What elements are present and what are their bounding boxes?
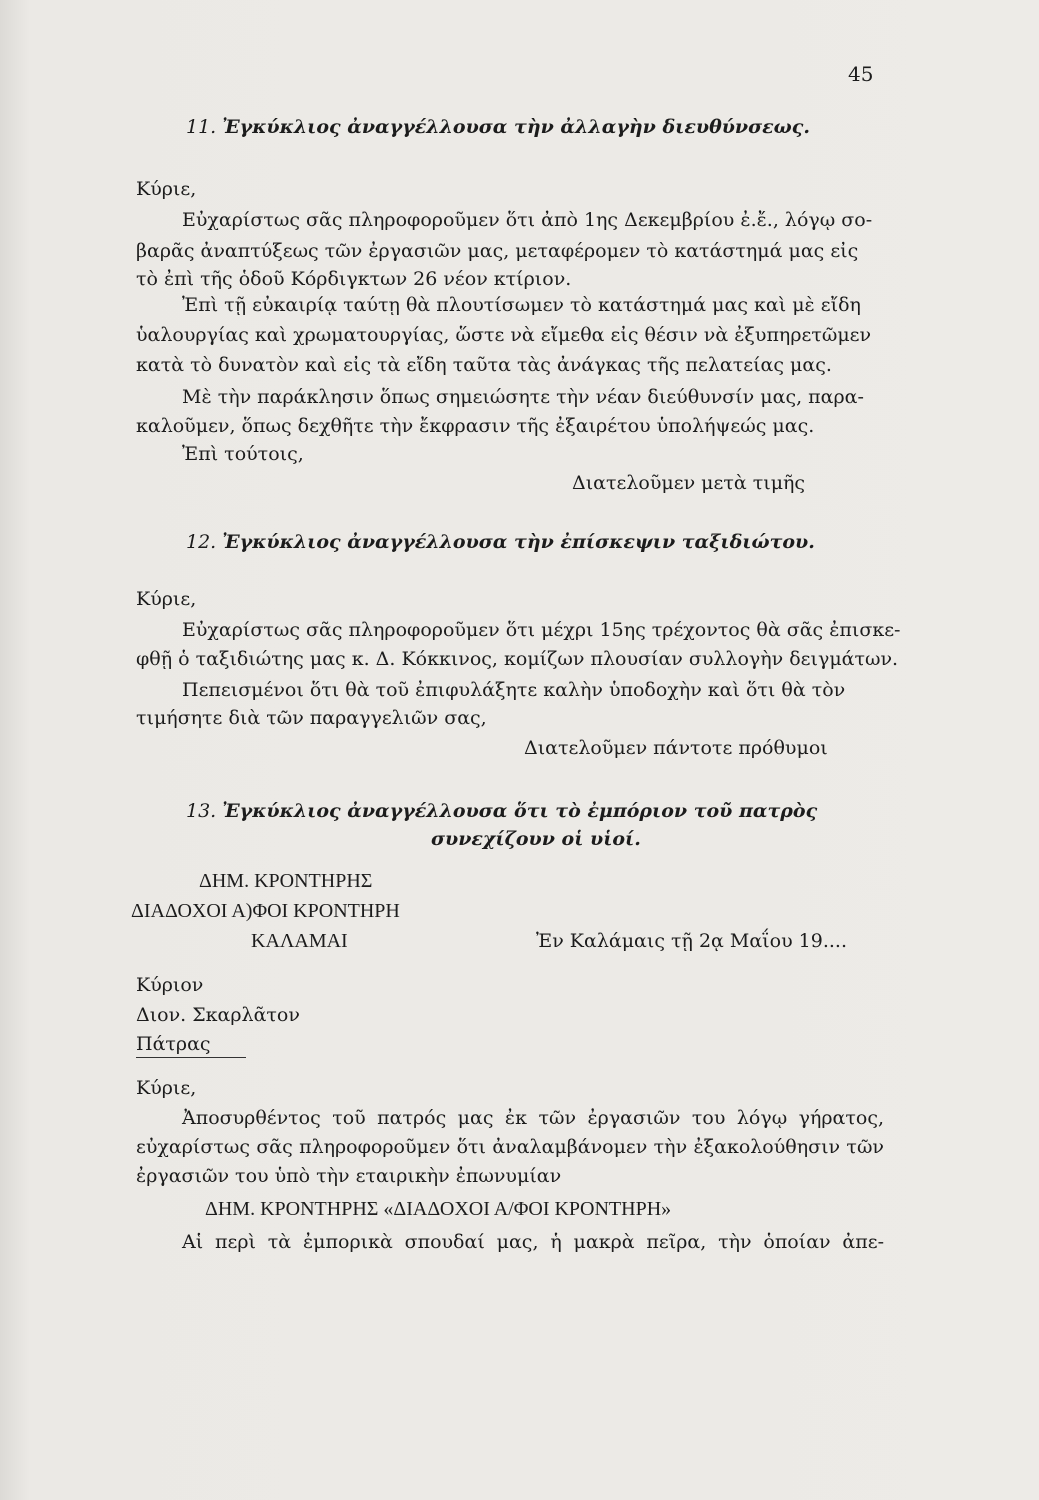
- section-11-line: Εὐχαρίστως σᾶς πληροφοροῦμεν ὅτι ἀπὸ 1ης Δεκεμβρίου ἐ.ἔ., λόγῳ σο-: [182, 209, 873, 231]
- section-11-line: ὑαλουργίας καὶ χρωματουργίας, ὥστε νὰ εἴμεθα εἰς θέσιν νὰ ἐξυπηρετῶμεν: [136, 324, 872, 346]
- section-11-number: 11.: [186, 116, 217, 138]
- section-13-line: Αἱ περὶ τὰ ἐμπορικὰ σπουδαί μας, ἡ μακρὰ πεῖρα, τὴν ὁποίαν ἀπε-: [182, 1231, 884, 1253]
- recipient-line: Κύριον: [136, 974, 204, 996]
- section-11-heading: [186, 114, 810, 140]
- section-13-number: 13.: [186, 800, 217, 822]
- section-11-line: κατὰ τὸ δυνατὸν καὶ εἰς τὰ εἴδη ταῦτα τὰς ἀνάγκας τῆς πελατείας μας.: [136, 354, 832, 376]
- letterhead-line: ΔΗΜ. ΚΡΟΝΤΗΡΗΣ: [199, 870, 373, 892]
- section-12-line: Εὐχαρίστως σᾶς πληροφοροῦμεν ὅτι μέχρι 15ης τρέχοντος θὰ σᾶς ἐπισκε-: [182, 619, 901, 641]
- section-11-salutation: Κύριε,: [136, 178, 197, 200]
- section-11-line: Ἐπὶ τούτοις,: [182, 443, 304, 465]
- recipient-line: Πάτρας: [136, 1033, 211, 1055]
- letterhead-line: ΚΑΛΑΜΑΙ: [251, 930, 348, 952]
- page-number: 45: [848, 62, 874, 86]
- section-12-number: 12.: [186, 531, 217, 553]
- section-11-title: Ἐγκύκλιος ἀναγγέλλουσα τὴν ἀλλαγὴν διευθύνσεως.: [222, 116, 810, 138]
- section-12-title: Ἐγκύκλιος ἀναγγέλλουσα τὴν ἐπίσκεψιν ταξιδιώτου.: [222, 531, 815, 553]
- section-13-title-line-2: συνεχίζουν οἱ υἱοί.: [431, 828, 641, 850]
- section-12-line: Πεπεισμένοι ὅτι θὰ τοῦ ἐπιφυλάξητε καλὴν ὑποδοχὴν καὶ ὅτι θὰ τὸν: [182, 679, 846, 701]
- section-11-line: Ἐπὶ τῇ εὐκαιρίᾳ ταύτῃ θὰ πλουτίσωμεν τὸ κατάστημά μας καὶ μὲ εἴδη: [182, 294, 861, 316]
- company-name-line: ΔΗΜ. ΚΡΟΝΤΗΡΗΣ «ΔΙΑΔΟΧΟΙ Α/ΦΟΙ ΚΡΟΝΤΗΡΗ»: [205, 1198, 672, 1220]
- section-11-line: Μὲ τὴν παράκλησιν ὅπως σημειώσητε τὴν νέαν διεύθυνσίν μας, παρα-: [182, 386, 864, 408]
- section-11-line: τὸ ἐπὶ τῆς ὁδοῦ Κόρδιγκτων 26 νέον κτίριον.: [136, 268, 572, 290]
- section-13-line: Ἀποσυρθέντος τοῦ πατρός μας ἐκ τῶν ἐργασιῶν του λόγῳ γήρατος,: [182, 1107, 884, 1129]
- section-12-closing: Διατελοῦμεν πάντοτε πρόθυμοι: [524, 737, 828, 759]
- section-11-closing: Διατελοῦμεν μετὰ τιμῆς: [572, 472, 806, 494]
- section-12-salutation: Κύριε,: [136, 588, 197, 610]
- section-11-line: καλοῦμεν, ὅπως δεχθῆτε τὴν ἔκφρασιν τῆς ἐξαιρέτου ὑπολήψεώς μας.: [136, 415, 815, 437]
- section-13-salutation: Κύριε,: [136, 1077, 197, 1099]
- place-date: Ἐν Καλάμαις τῇ 2ᾳ Μαΐου 19....: [536, 930, 847, 952]
- section-13-heading: [186, 798, 817, 824]
- section-12-heading: [186, 529, 815, 555]
- section-12-line: φθῇ ὁ ταξιδιώτης μας κ. Δ. Κόκκινος, κομίζων πλουσίαν συλλογὴν δειγμάτων.: [136, 648, 899, 670]
- section-13-line: ἐργασιῶν του ὑπὸ τὴν εταιρικὴν ἐπωνυμίαν: [136, 1165, 562, 1187]
- section-13-line: εὐχαρίστως σᾶς πληροφοροῦμεν ὅτι ἀναλαμβάνομεν τὴν ἐξακολούθησιν τῶν: [136, 1136, 884, 1158]
- section-11-line: βαρᾶς ἀναπτύξεως τῶν ἐργασιῶν μας, μεταφέρομεν τὸ κατάστημά μας εἰς: [136, 240, 859, 262]
- letterhead-line: ΔΙΑΔΟΧΟΙ Α)ΦΟΙ ΚΡΟΝΤΗΡΗ: [131, 900, 400, 922]
- recipient-line: Διον. Σκαρλᾶτον: [136, 1004, 300, 1026]
- section-13-title-line-1: Ἐγκύκλιος ἀναγγέλλουσα ὅτι τὸ ἐμπόριον τοῦ πατρὸς: [222, 800, 818, 822]
- section-12-line: τιμήσητε διὰ τῶν παραγγελιῶν σας,: [136, 707, 487, 729]
- recipient-underline: [136, 1057, 246, 1058]
